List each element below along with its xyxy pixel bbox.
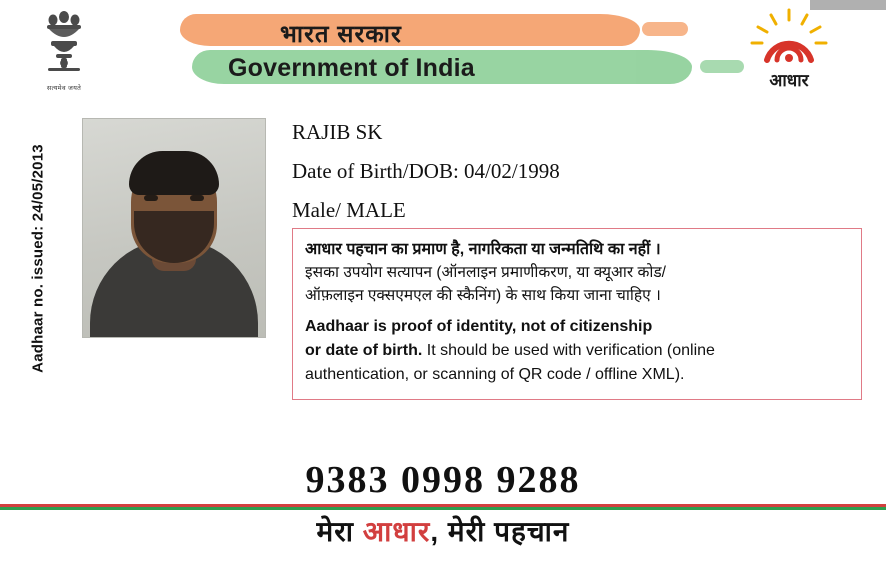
photo-subject	[83, 195, 265, 337]
government-banner	[180, 8, 700, 92]
holder-photo	[82, 118, 266, 338]
notice-english	[305, 315, 849, 387]
footer-tagline	[0, 512, 886, 550]
footer-tagline-highlight: आधार	[362, 516, 431, 547]
aadhaar-logo-text: आधार	[769, 71, 809, 90]
government-title-hindi: भारत सरकार	[280, 21, 402, 48]
notice-hindi-bold: आधार पहचान का प्रमाण है, नागरिकता या जन्मतिथि का नहीं ।	[305, 241, 661, 258]
national-emblem-icon	[28, 8, 100, 100]
orange-brush-stroke	[180, 14, 640, 46]
card-header	[0, 0, 886, 100]
holder-details	[292, 120, 862, 237]
photo-eye-right	[190, 195, 204, 201]
notice-english-line-3: authentication, or scanning of QR code / offline XML).	[305, 365, 685, 383]
notice-hindi-line-1: इसका उपयोग सत्यापन (ऑनलाइन प्रमाणीकरण, या क्यूआर कोड/	[305, 264, 666, 282]
holder-name: RAJIB SK	[292, 120, 383, 144]
photo-hair	[129, 151, 219, 195]
notice-english-bold-2: or date of birth.	[305, 341, 423, 359]
footer-tagline-pre: मेरा	[316, 516, 363, 547]
aadhaar-logo	[734, 8, 844, 94]
footer-rule-green	[0, 507, 886, 510]
photo-eye-left	[144, 195, 158, 201]
notice-box	[292, 228, 862, 400]
emblem-caption: सत्यमेव जयते	[46, 85, 82, 92]
issue-date-label: Aadhaar no. issued: 24/05/2013	[29, 144, 47, 373]
notice-english-rest: It should be used with verification (online	[422, 341, 715, 359]
holder-gender: Male/ MALE	[292, 198, 406, 222]
government-title-english: Government of India	[228, 54, 475, 82]
aadhaar-number: 9383 0998 9288	[305, 459, 581, 501]
footer-tagline-post: , मेरी पहचान	[430, 516, 570, 547]
notice-hindi-line-2: ऑफ़लाइन एक्सएमएल की स्कैनिंग) के साथ किया जाना चाहिए ।	[305, 287, 661, 305]
notice-english-bold-1: Aadhaar is proof of identity, not of citizenship	[305, 317, 653, 335]
holder-dob: Date of Birth/DOB: 04/02/1998	[292, 159, 560, 183]
